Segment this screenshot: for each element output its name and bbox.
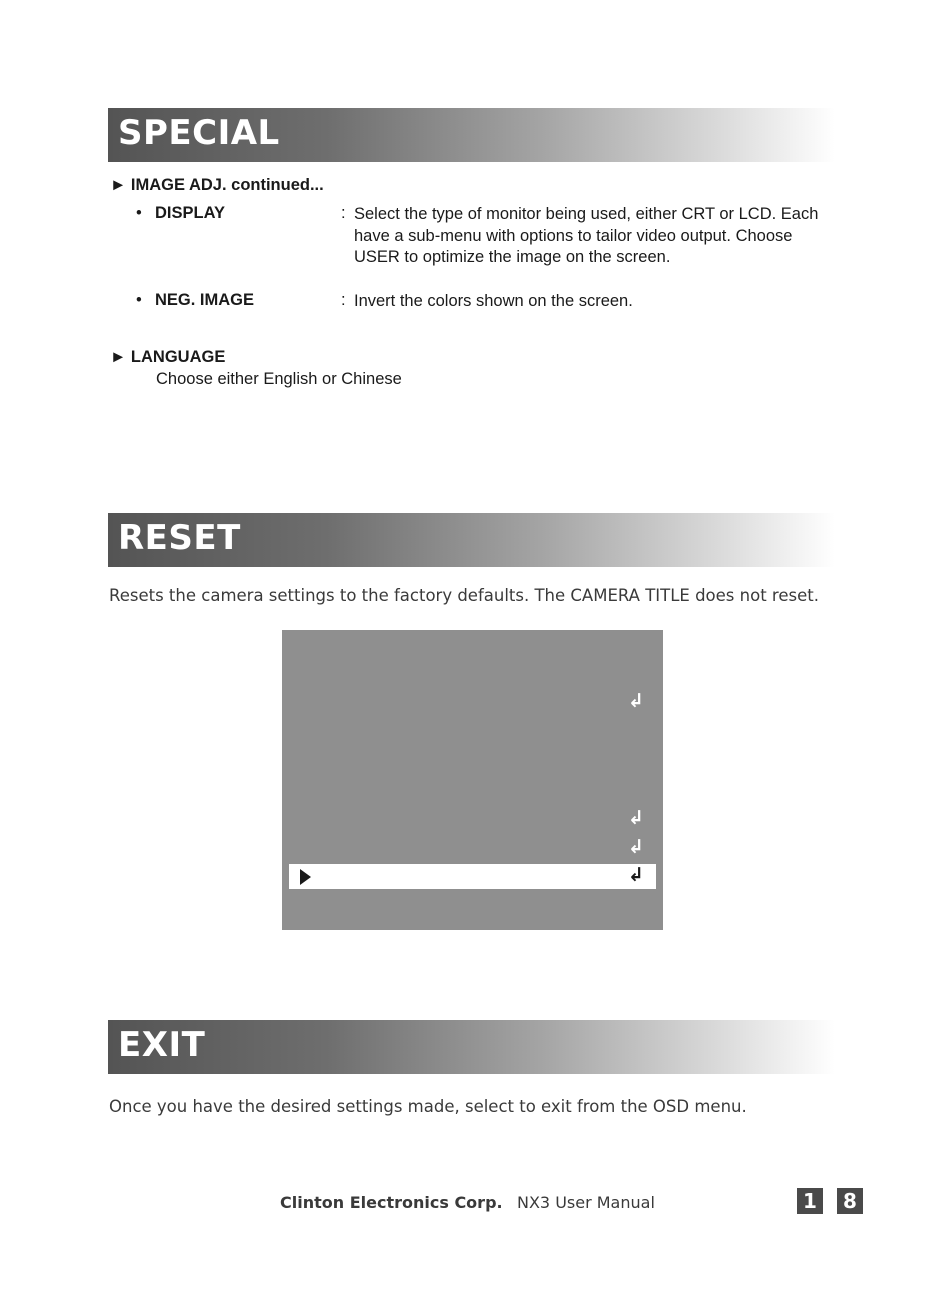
footer-manual: NX3 User Manual [517, 1193, 655, 1212]
special-title: SPECIAL [118, 113, 280, 153]
page-number-digit: 1 [797, 1188, 823, 1214]
exit-banner [108, 1020, 835, 1074]
display-bullet: • [136, 204, 142, 222]
exit-text: Once you have the desired settings made, select to exit from the OSD menu. [109, 1097, 747, 1116]
selection-arrow-icon [300, 869, 311, 885]
display-description: Select the type of monitor being used, either CRT or LCD. Each have a sub-menu with options to tailor video output. Choose USER to optimize the image on the screen. [354, 205, 819, 266]
neg-image-colon: : [341, 291, 346, 309]
language-text: Choose either English or Chinese [156, 370, 402, 388]
enter-icon: ↲ [628, 807, 644, 829]
language-heading: ► LANGUAGE [110, 348, 226, 366]
footer-company: Clinton Electronics Corp. [280, 1193, 503, 1212]
display-colon: : [341, 204, 346, 222]
display-term: DISPLAY [155, 204, 225, 222]
exit-title: EXIT [118, 1025, 206, 1065]
reset-text: Resets the camera settings to the factory defaults. The CAMERA TITLE does not reset. [109, 586, 819, 605]
reset-banner [108, 513, 835, 567]
special-banner [108, 108, 835, 162]
enter-icon: ↲ [628, 690, 644, 712]
osd-menu-screenshot [282, 630, 663, 930]
neg-image-bullet: • [136, 291, 142, 309]
neg-image-term: NEG. IMAGE [155, 291, 255, 309]
enter-icon: ↲ [628, 864, 644, 886]
osd-selected-row [289, 864, 656, 889]
image-adj-heading: ► IMAGE ADJ. continued... [110, 176, 324, 194]
reset-title: RESET [118, 518, 241, 558]
enter-icon: ↲ [628, 836, 644, 858]
neg-image-description: Invert the colors shown on the screen. [354, 292, 633, 310]
page-number-digit: 8 [837, 1188, 863, 1214]
